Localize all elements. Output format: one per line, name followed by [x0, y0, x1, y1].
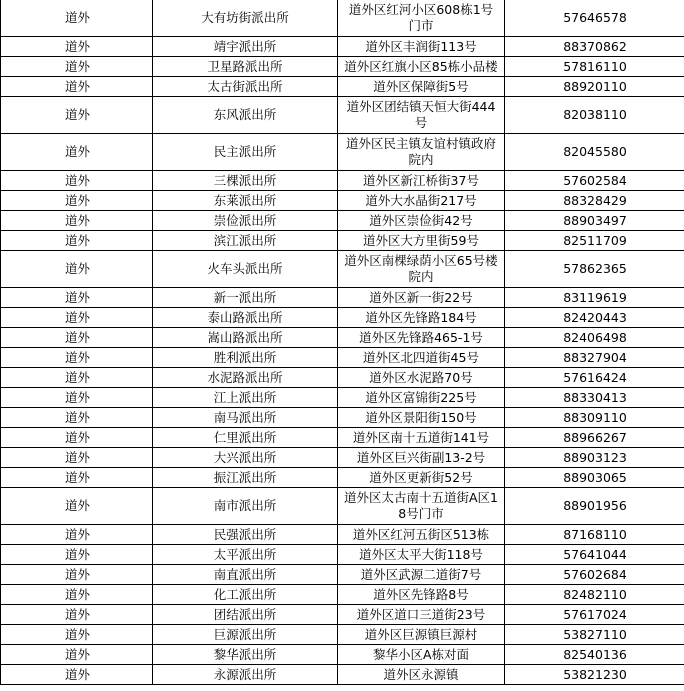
table-row [1, 211, 684, 231]
district-cell: 道外 [1, 408, 153, 428]
district-cell: 道外 [1, 525, 153, 545]
phone-number-cell: 57617024 [505, 605, 684, 625]
address-cell: 道外区民主镇友谊村镇政府院内 [338, 134, 505, 171]
phone-number-cell: 82511709 [505, 231, 684, 251]
address-cell: 道外区太古南十五道街A区18号门市 [338, 488, 505, 525]
table-row [1, 171, 684, 191]
district-cell: 道外 [1, 191, 153, 211]
phone-number-cell: 88920110 [505, 77, 684, 97]
station-name-cell: 靖宇派出所 [153, 37, 338, 57]
address-cell: 道外区丰润街113号 [338, 37, 505, 57]
table-row [1, 525, 684, 545]
station-name-cell: 太古街派出所 [153, 77, 338, 97]
address-cell: 道外区更新街52号 [338, 468, 505, 488]
table-row [1, 408, 684, 428]
district-cell: 道外 [1, 308, 153, 328]
district-cell: 道外 [1, 665, 153, 685]
district-cell: 道外 [1, 251, 153, 288]
address-cell: 道外区新一街22号 [338, 288, 505, 308]
address-cell: 道外区永源镇 [338, 665, 505, 685]
phone-number-cell: 88327904 [505, 348, 684, 368]
table-row [1, 545, 684, 565]
address-cell: 道外区红河小区608栋1号门市 [338, 0, 505, 37]
district-cell: 道外 [1, 645, 153, 665]
table-row [1, 231, 684, 251]
station-name-cell: 东莱派出所 [153, 191, 338, 211]
table-row [1, 428, 684, 448]
district-cell: 道外 [1, 57, 153, 77]
address-cell: 道外区先锋路8号 [338, 585, 505, 605]
phone-number-cell: 82420443 [505, 308, 684, 328]
phone-number-cell: 82045580 [505, 134, 684, 171]
phone-number-cell: 87168110 [505, 525, 684, 545]
phone-number-cell: 88328429 [505, 191, 684, 211]
district-cell: 道外 [1, 388, 153, 408]
district-cell: 道外 [1, 545, 153, 565]
station-name-cell: 民强派出所 [153, 525, 338, 545]
phone-number-cell: 57602684 [505, 565, 684, 585]
phone-number-cell: 88330413 [505, 388, 684, 408]
station-name-cell: 永源派出所 [153, 665, 338, 685]
phone-number-cell: 57646578 [505, 0, 684, 37]
phone-number-cell: 57616424 [505, 368, 684, 388]
address-cell: 道外区红河五街区513栋 [338, 525, 505, 545]
table-row [1, 665, 684, 685]
phone-number-cell: 57816110 [505, 57, 684, 77]
station-name-cell: 民主派出所 [153, 134, 338, 171]
station-name-cell: 三棵派出所 [153, 171, 338, 191]
station-name-cell: 巨源派出所 [153, 625, 338, 645]
station-name-cell: 团结派出所 [153, 605, 338, 625]
district-cell: 道外 [1, 171, 153, 191]
station-name-cell: 水泥路派出所 [153, 368, 338, 388]
table-row [1, 488, 684, 525]
phone-number-cell: 88903497 [505, 211, 684, 231]
phone-number-cell: 57641044 [505, 545, 684, 565]
phone-number-cell: 53821230 [505, 665, 684, 685]
district-cell: 道外 [1, 37, 153, 57]
table-row [1, 77, 684, 97]
address-cell: 道外区水泥路70号 [338, 368, 505, 388]
station-name-cell: 新一派出所 [153, 288, 338, 308]
address-cell: 道外区巨兴街副13-2号 [338, 448, 505, 468]
district-cell: 道外 [1, 77, 153, 97]
address-cell: 道外区景阳街150号 [338, 408, 505, 428]
station-name-cell: 崇俭派出所 [153, 211, 338, 231]
phone-number-cell: 82482110 [505, 585, 684, 605]
station-name-cell: 振江派出所 [153, 468, 338, 488]
address-cell: 道外区大方里街59号 [338, 231, 505, 251]
district-cell: 道外 [1, 585, 153, 605]
address-cell: 道外区巨源镇巨源村 [338, 625, 505, 645]
table-row [1, 585, 684, 605]
address-cell: 道外区北四道街45号 [338, 348, 505, 368]
phone-number-cell: 57602584 [505, 171, 684, 191]
table-row [1, 308, 684, 328]
phone-number-cell: 88370862 [505, 37, 684, 57]
district-cell: 道外 [1, 348, 153, 368]
station-name-cell: 滨江派出所 [153, 231, 338, 251]
table-row [1, 645, 684, 665]
district-cell: 道外 [1, 428, 153, 448]
phone-number-cell: 88903123 [505, 448, 684, 468]
table-row [1, 368, 684, 388]
address-cell: 道外区太平大街118号 [338, 545, 505, 565]
address-cell: 道外区南十五道街141号 [338, 428, 505, 448]
table-row [1, 625, 684, 645]
district-cell: 道外 [1, 448, 153, 468]
district-cell: 道外 [1, 625, 153, 645]
table-row [1, 388, 684, 408]
station-name-cell: 仁里派出所 [153, 428, 338, 448]
address-cell: 道外区新江桥街37号 [338, 171, 505, 191]
station-name-cell: 卫星路派出所 [153, 57, 338, 77]
phone-number-cell: 88901956 [505, 488, 684, 525]
address-cell: 黎华小区A栋对面 [338, 645, 505, 665]
table-row [1, 0, 684, 37]
district-cell: 道外 [1, 488, 153, 525]
table-row [1, 348, 684, 368]
phone-number-cell: 88309110 [505, 408, 684, 428]
district-cell: 道外 [1, 134, 153, 171]
phone-number-cell: 82038110 [505, 97, 684, 134]
station-name-cell: 胜利派出所 [153, 348, 338, 368]
address-cell: 道外区先锋路184号 [338, 308, 505, 328]
table-row [1, 288, 684, 308]
address-cell: 道外区崇俭街42号 [338, 211, 505, 231]
phone-number-cell: 57862365 [505, 251, 684, 288]
station-name-cell: 大兴派出所 [153, 448, 338, 468]
station-name-cell: 大有坊街派出所 [153, 0, 338, 37]
district-cell: 道外 [1, 0, 153, 37]
phone-number-cell: 83119619 [505, 288, 684, 308]
phone-number-cell: 82540136 [505, 645, 684, 665]
phone-number-cell: 53827110 [505, 625, 684, 645]
address-cell: 道外区富锦街225号 [338, 388, 505, 408]
station-name-cell: 江上派出所 [153, 388, 338, 408]
phone-number-cell: 82406498 [505, 328, 684, 348]
address-cell: 道外区红旗小区85栋小品楼 [338, 57, 505, 77]
station-name-cell: 火车头派出所 [153, 251, 338, 288]
table-row [1, 97, 684, 134]
table-row [1, 448, 684, 468]
district-cell: 道外 [1, 231, 153, 251]
district-cell: 道外 [1, 288, 153, 308]
station-name-cell: 南直派出所 [153, 565, 338, 585]
district-cell: 道外 [1, 468, 153, 488]
phone-number-cell: 88903065 [505, 468, 684, 488]
station-name-cell: 南市派出所 [153, 488, 338, 525]
station-name-cell: 黎华派出所 [153, 645, 338, 665]
station-name-cell: 东风派出所 [153, 97, 338, 134]
station-name-cell: 化工派出所 [153, 585, 338, 605]
station-name-cell: 南马派出所 [153, 408, 338, 428]
table-row [1, 57, 684, 77]
table-row [1, 565, 684, 585]
phone-number-cell: 88966267 [505, 428, 684, 448]
district-cell: 道外 [1, 328, 153, 348]
station-name-cell: 嵩山路派出所 [153, 328, 338, 348]
table-row [1, 605, 684, 625]
table-row [1, 191, 684, 211]
address-cell: 道外区团结镇天恒大街444号 [338, 97, 505, 134]
table-row [1, 251, 684, 288]
station-name-cell: 太平派出所 [153, 545, 338, 565]
table-row [1, 468, 684, 488]
address-cell: 道外区先锋路465-1号 [338, 328, 505, 348]
table-row [1, 37, 684, 57]
table-row [1, 134, 684, 171]
district-cell: 道外 [1, 605, 153, 625]
address-cell: 道外区保障街5号 [338, 77, 505, 97]
district-cell: 道外 [1, 97, 153, 134]
table-body [1, 0, 684, 685]
district-cell: 道外 [1, 368, 153, 388]
table-row [1, 328, 684, 348]
address-cell: 道外区道口三道街23号 [338, 605, 505, 625]
district-cell: 道外 [1, 211, 153, 231]
district-cell: 道外 [1, 565, 153, 585]
address-cell: 道外大水晶街217号 [338, 191, 505, 211]
station-name-cell: 泰山路派出所 [153, 308, 338, 328]
address-cell: 道外区武源二道街7号 [338, 565, 505, 585]
address-cell: 道外区南棵绿荫小区65号楼院内 [338, 251, 505, 288]
